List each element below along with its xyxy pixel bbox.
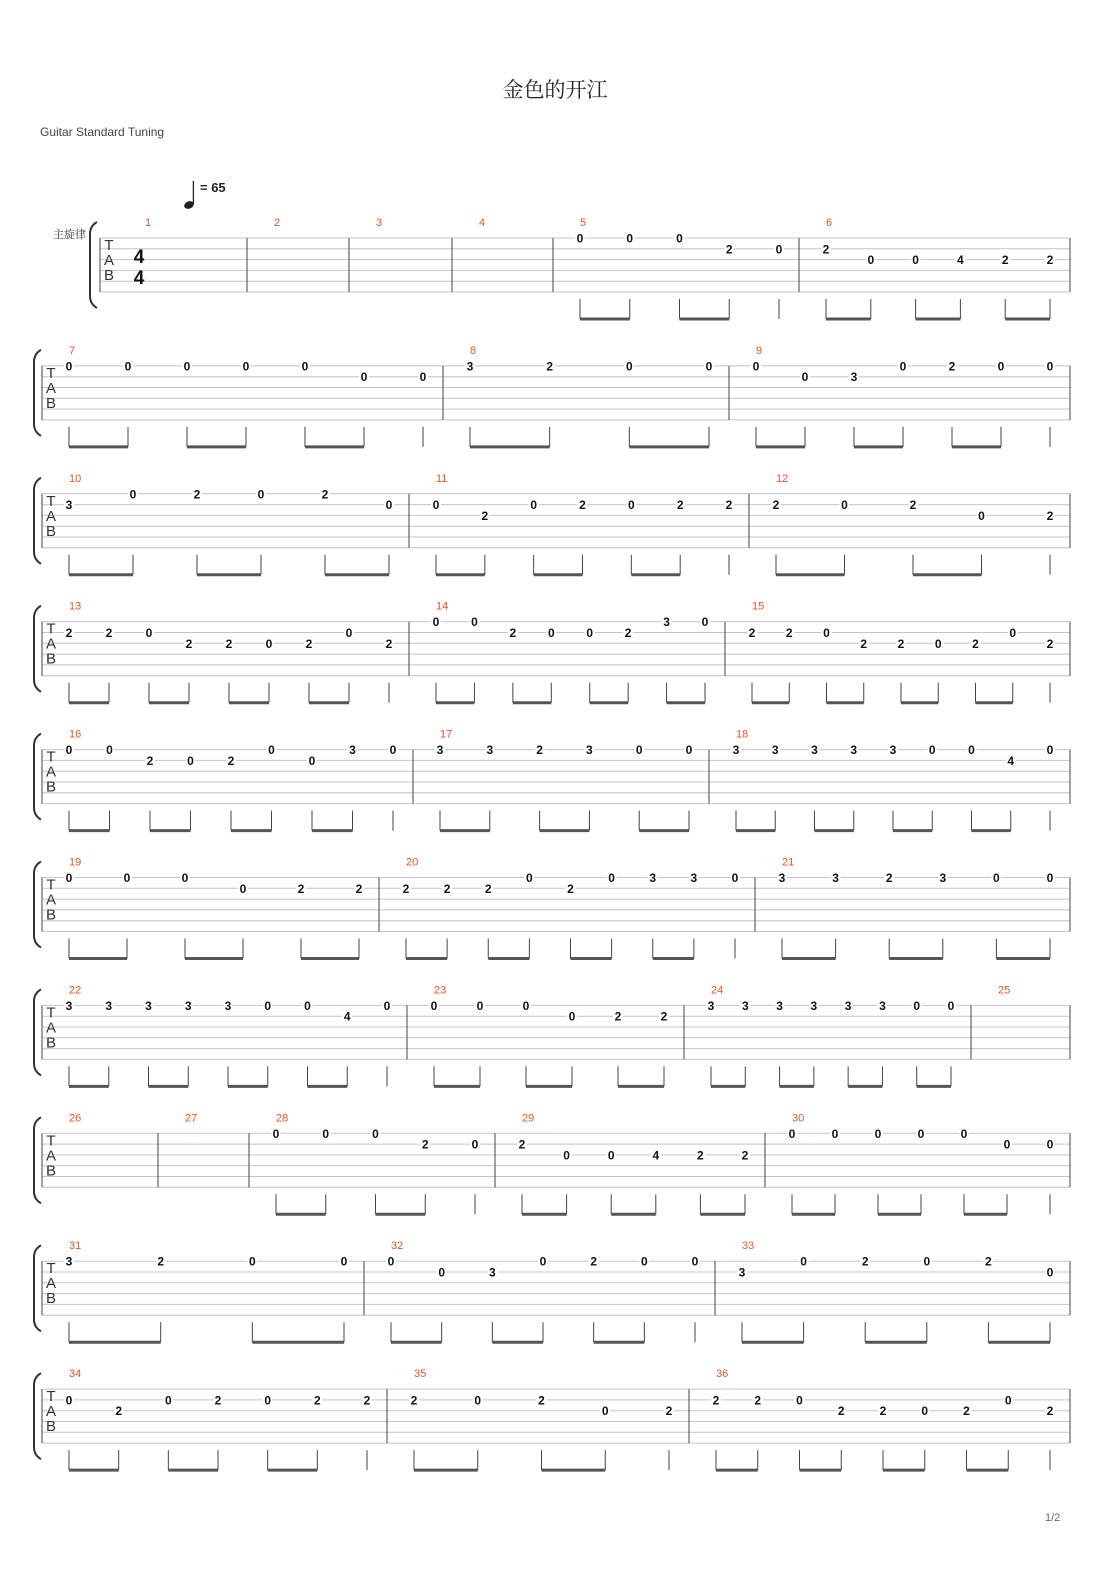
- fret-number: 0: [164, 1393, 172, 1408]
- fret-number: 0: [831, 1126, 839, 1141]
- fret-number: 3: [663, 615, 670, 630]
- tab-clef-letter: B: [45, 1162, 57, 1180]
- fret-number: 2: [985, 1254, 992, 1269]
- measure-number: 9: [756, 344, 763, 357]
- tab-clef-letter: B: [45, 394, 57, 412]
- fret-number: 0: [601, 1404, 609, 1419]
- fret-number: 0: [65, 1393, 73, 1408]
- fret-number: 3: [776, 998, 783, 1013]
- fret-number: 3: [184, 998, 192, 1013]
- system-bracket: [34, 1373, 41, 1459]
- fret-number: 0: [676, 231, 683, 246]
- fret-number: 0: [978, 508, 985, 523]
- fret-number: 2: [185, 636, 193, 651]
- measure-number: 17: [440, 728, 453, 741]
- fret-number: 0: [934, 636, 942, 651]
- measure-number: 20: [406, 856, 419, 869]
- tab-clef-letter: A: [45, 1275, 57, 1293]
- fret-number: 2: [624, 626, 632, 640]
- fret-number: 3: [707, 998, 715, 1013]
- fret-number: 0: [272, 1126, 280, 1141]
- fret-number: 2: [214, 1393, 222, 1408]
- fret-number: 2: [509, 626, 517, 640]
- tab-clef-letter: A: [45, 379, 57, 397]
- fret-number: 3: [850, 743, 858, 758]
- fret-number: 3: [65, 998, 73, 1013]
- system-bracket: [90, 222, 97, 308]
- tab-clef-letter: T: [104, 237, 114, 254]
- fret-number: 0: [1046, 1265, 1054, 1280]
- tab-clef-letter: T: [46, 748, 56, 766]
- fret-number: 2: [963, 1404, 970, 1419]
- fret-number: 3: [586, 743, 593, 758]
- tab-clef-letter: B: [45, 906, 57, 924]
- fret-number: 0: [635, 743, 643, 758]
- measure-number: 12: [776, 472, 789, 485]
- fret-number: 0: [800, 1254, 807, 1269]
- system-bracket: [34, 1117, 41, 1203]
- measure-number: 31: [69, 1240, 82, 1253]
- fret-number: 0: [322, 1126, 330, 1141]
- measure-number: 26: [69, 1112, 82, 1125]
- fret-number: 0: [913, 998, 921, 1013]
- fret-number: 4: [957, 253, 964, 268]
- fret-number: 2: [443, 881, 451, 896]
- fret-number: 0: [997, 359, 1005, 374]
- fret-number: 3: [778, 871, 786, 885]
- fret-number: 0: [360, 370, 368, 385]
- fret-number: 4: [343, 1009, 351, 1024]
- fret-number: 0: [257, 487, 265, 502]
- fret-number: 0: [874, 1126, 882, 1141]
- fret-number: 3: [436, 743, 444, 758]
- fret-number: 0: [145, 626, 153, 640]
- measure-number: 34: [69, 1368, 82, 1381]
- measure-number: 6: [826, 217, 833, 229]
- fret-number: 0: [187, 753, 194, 768]
- tab-clef-letter: B: [45, 522, 57, 540]
- fret-number: 2: [225, 636, 233, 651]
- system-bracket: [34, 989, 41, 1075]
- fret-number: 0: [801, 370, 809, 385]
- fret-number: 0: [775, 242, 783, 257]
- measure-number: 14: [436, 600, 449, 613]
- fret-number: 0: [304, 998, 311, 1013]
- system-bracket: [34, 1245, 41, 1331]
- fret-number: 0: [522, 998, 530, 1013]
- fret-number: 2: [402, 881, 410, 896]
- fret-number: 0: [383, 998, 391, 1013]
- fret-number: 2: [972, 636, 979, 651]
- measure-number: 1: [145, 217, 152, 229]
- measure-number: 21: [782, 856, 795, 869]
- page-number: 1/2: [1045, 1512, 1061, 1524]
- fret-number: 0: [345, 626, 353, 640]
- fret-number: 2: [785, 626, 793, 640]
- fret-number: 2: [536, 743, 543, 758]
- measure-number: 19: [69, 856, 82, 869]
- fret-number: 0: [796, 1393, 803, 1408]
- fret-number: 0: [308, 753, 316, 768]
- fret-number: 0: [385, 498, 393, 513]
- time-signature-bottom: 4: [133, 268, 145, 289]
- measure-number: 32: [391, 1240, 404, 1253]
- fret-number: 2: [665, 1404, 673, 1419]
- fret-number: 2: [115, 1404, 123, 1419]
- measure-number: 2: [274, 217, 281, 229]
- fret-number: 0: [608, 871, 615, 885]
- fret-number: 2: [313, 1393, 321, 1408]
- fret-number: 2: [1046, 253, 1054, 268]
- fret-number: 2: [538, 1393, 545, 1408]
- fret-number: 2: [697, 1148, 704, 1163]
- track-name: 主旋律: [53, 229, 86, 241]
- fret-number: 2: [741, 1148, 749, 1163]
- fret-number: 0: [430, 998, 438, 1013]
- fret-number: 0: [752, 359, 760, 374]
- fret-number: 2: [518, 1137, 526, 1152]
- fret-number: 2: [146, 753, 154, 768]
- fret-number: 2: [421, 1137, 429, 1152]
- fret-number: 0: [123, 871, 131, 885]
- fret-number: 0: [788, 1126, 796, 1141]
- fret-number: 3: [224, 998, 232, 1013]
- fret-number: 3: [810, 998, 818, 1013]
- fret-number: 2: [481, 508, 489, 523]
- fret-number: 2: [297, 881, 305, 896]
- fret-number: 0: [841, 498, 848, 513]
- fret-number: 0: [626, 231, 634, 246]
- fret-number: 0: [389, 743, 397, 758]
- fret-number: 0: [438, 1265, 446, 1280]
- fret-number: 2: [157, 1254, 165, 1269]
- fret-number: 0: [264, 998, 272, 1013]
- fret-number: 3: [466, 359, 474, 374]
- fret-number: 2: [676, 498, 684, 513]
- fret-number: 2: [546, 359, 554, 374]
- tab-clef-letter: B: [45, 1290, 57, 1308]
- fret-number: 0: [1003, 1137, 1011, 1152]
- fret-number: 0: [1004, 1393, 1012, 1408]
- fret-number: 0: [181, 871, 189, 885]
- tab-clef-letter: B: [103, 267, 115, 284]
- fret-number: 0: [387, 1254, 395, 1269]
- fret-number: 0: [530, 498, 538, 513]
- fret-number: 0: [701, 615, 709, 630]
- fret-number: 4: [1007, 753, 1015, 768]
- fret-number: 0: [106, 743, 113, 758]
- measure-number: 30: [792, 1112, 805, 1125]
- tab-clef-letter: T: [46, 1260, 56, 1278]
- measure-number: 11: [436, 472, 448, 485]
- tab-clef-letter: A: [45, 1019, 57, 1037]
- fret-number: 4: [652, 1148, 660, 1163]
- fret-number: 0: [867, 253, 875, 268]
- fret-number: 2: [484, 881, 492, 896]
- tab-clef-letter: T: [46, 1132, 56, 1150]
- fret-number: 0: [432, 615, 440, 630]
- fret-number: 3: [879, 998, 886, 1013]
- fret-number: 0: [65, 871, 73, 885]
- fret-number: 2: [660, 1009, 668, 1024]
- measure-number: 33: [742, 1240, 755, 1253]
- fret-number: 3: [105, 998, 113, 1013]
- fret-number: 0: [1046, 1137, 1054, 1152]
- fret-number: 2: [725, 498, 733, 513]
- tab-clef-letter: B: [45, 650, 57, 668]
- fret-number: 0: [899, 359, 907, 374]
- fret-number: 0: [419, 370, 427, 385]
- fret-number: 0: [691, 1254, 699, 1269]
- fret-number: 3: [939, 871, 947, 885]
- fret-number: 3: [145, 998, 152, 1013]
- fret-number: 0: [917, 1126, 925, 1141]
- tuning-label: Guitar Standard Tuning: [40, 125, 165, 139]
- fret-number: 0: [268, 743, 275, 758]
- fret-number: 0: [1046, 743, 1054, 758]
- fret-number: 0: [248, 1254, 256, 1269]
- measure-number: 4: [479, 217, 486, 229]
- fret-number: 2: [614, 1009, 622, 1024]
- measure-number: 24: [711, 984, 724, 997]
- fret-number: 2: [885, 871, 893, 885]
- fret-number: 3: [832, 871, 839, 885]
- fret-number: 3: [844, 998, 852, 1013]
- fret-number: 2: [590, 1254, 598, 1269]
- measure-number: 35: [414, 1368, 427, 1381]
- measure-number: 18: [736, 728, 749, 741]
- fret-number: 0: [301, 359, 309, 374]
- measure-number: 22: [69, 984, 82, 997]
- tab-clef-letter: B: [45, 1418, 57, 1436]
- measure-number: 27: [185, 1112, 198, 1125]
- fret-number: 0: [1046, 871, 1054, 885]
- fret-number: 0: [547, 626, 555, 640]
- measure-number: 15: [752, 600, 765, 613]
- fret-number: 2: [909, 498, 917, 513]
- tab-clef-letter: B: [45, 778, 57, 796]
- fret-number: 0: [432, 498, 440, 513]
- fret-number: 0: [476, 998, 484, 1013]
- measure-number: 16: [69, 728, 82, 741]
- system-bracket: [34, 478, 41, 564]
- fret-number: 3: [486, 743, 494, 758]
- measure-number: 29: [522, 1112, 535, 1125]
- fret-number: 0: [921, 1404, 929, 1419]
- fret-number: 0: [731, 871, 739, 885]
- fret-number: 2: [822, 242, 830, 257]
- measure-number: 8: [470, 344, 477, 357]
- fret-number: 0: [340, 1254, 348, 1269]
- measure-number: 7: [69, 344, 76, 357]
- fret-number: 0: [129, 487, 137, 502]
- fret-number: 0: [264, 1393, 272, 1408]
- tab-clef-letter: A: [45, 891, 57, 909]
- fret-number: 3: [811, 743, 818, 758]
- measure-number: 5: [580, 217, 587, 229]
- fret-number: 3: [771, 743, 779, 758]
- measure-number: 28: [276, 1112, 289, 1125]
- fret-number: 2: [1046, 636, 1054, 651]
- measure-number: 3: [376, 217, 383, 229]
- system-bracket: [34, 862, 41, 948]
- fret-number: 2: [363, 1393, 371, 1408]
- fret-number: 0: [471, 615, 478, 630]
- fret-number: 2: [567, 881, 574, 896]
- fret-number: 0: [265, 636, 273, 651]
- measure-number: 36: [716, 1368, 729, 1381]
- fret-number: 0: [239, 881, 247, 896]
- fret-number: 3: [349, 743, 356, 758]
- fret-number: 0: [124, 359, 132, 374]
- fret-number: 2: [897, 636, 905, 651]
- fret-number: 0: [1046, 359, 1054, 374]
- fret-number: 3: [65, 498, 73, 513]
- fret-number: 0: [563, 1148, 570, 1163]
- fret-number: 2: [385, 636, 393, 651]
- fret-number: 3: [889, 743, 897, 758]
- fret-number: 3: [738, 1265, 746, 1280]
- tempo-marking: = 65: [200, 180, 226, 195]
- tab-clef-letter: A: [103, 252, 115, 269]
- fret-number: 0: [993, 871, 1000, 885]
- fret-number: 0: [923, 1254, 931, 1269]
- fret-number: 0: [576, 231, 584, 246]
- measure-number: 10: [69, 472, 82, 485]
- fret-number: 3: [732, 743, 740, 758]
- fret-number: 2: [861, 1254, 869, 1269]
- fret-number: 2: [105, 626, 113, 640]
- fret-number: 0: [65, 743, 73, 758]
- tab-clef-letter: T: [46, 1004, 56, 1022]
- fret-number: 0: [474, 1393, 482, 1408]
- fret-number: 3: [649, 871, 657, 885]
- fret-number: 2: [305, 636, 313, 651]
- fret-number: 0: [1009, 626, 1017, 640]
- fret-number: 0: [607, 1148, 615, 1163]
- tab-clef-letter: T: [46, 876, 56, 894]
- fret-number: 0: [912, 253, 919, 268]
- fret-number: 0: [627, 498, 635, 513]
- fret-number: 2: [754, 1393, 762, 1408]
- tab-clef-letter: T: [46, 1388, 56, 1406]
- tab-clef-letter: A: [45, 1403, 57, 1421]
- measure-number: 23: [434, 984, 447, 997]
- system-bracket: [34, 734, 41, 820]
- fret-number: 2: [193, 487, 201, 502]
- fret-number: 2: [748, 626, 756, 640]
- score-title: 金色的开江: [502, 78, 608, 102]
- tab-clef-letter: A: [45, 763, 57, 781]
- fret-number: 3: [741, 998, 749, 1013]
- fret-number: 2: [1046, 508, 1054, 523]
- fret-number: 2: [1001, 253, 1009, 268]
- fret-number: 0: [928, 743, 936, 758]
- fret-number: 2: [579, 498, 586, 513]
- fret-number: 2: [879, 1404, 887, 1419]
- fret-number: 0: [947, 998, 955, 1013]
- fret-number: 2: [712, 1393, 720, 1408]
- fret-number: 0: [625, 359, 633, 374]
- fret-number: 2: [948, 359, 956, 374]
- tab-clef-letter: T: [46, 492, 56, 510]
- fret-number: 3: [690, 871, 698, 885]
- time-signature-top: 4: [133, 247, 145, 268]
- measure-number: 13: [69, 600, 82, 613]
- fret-number: 0: [65, 359, 73, 374]
- fret-number: 2: [837, 1404, 845, 1419]
- fret-number: 0: [640, 1254, 648, 1269]
- fret-number: 3: [850, 370, 858, 385]
- fret-number: 2: [355, 881, 363, 896]
- fret-number: 3: [65, 1254, 73, 1269]
- system-bracket: [34, 350, 41, 436]
- fret-number: 2: [725, 242, 733, 257]
- tab-clef-letter: T: [46, 364, 56, 382]
- fret-number: 0: [372, 1126, 379, 1141]
- fret-number: 0: [968, 743, 975, 758]
- fret-number: 2: [321, 487, 329, 502]
- fret-number: 0: [568, 1009, 576, 1024]
- fret-number: 0: [586, 626, 594, 640]
- fret-number: 2: [410, 1393, 418, 1408]
- tab-clef-letter: T: [46, 620, 56, 638]
- tab-clef-letter: B: [45, 1034, 57, 1052]
- fret-number: 2: [772, 498, 780, 513]
- fret-number: 0: [823, 626, 830, 640]
- fret-number: 0: [705, 359, 713, 374]
- fret-number: 2: [860, 636, 868, 651]
- measure-number: 25: [998, 984, 1011, 997]
- fret-number: 3: [488, 1265, 496, 1280]
- tab-clef-letter: A: [45, 1147, 57, 1165]
- fret-number: 0: [471, 1137, 479, 1152]
- fret-number: 2: [227, 753, 235, 768]
- system-bracket: [34, 606, 41, 692]
- fret-number: 0: [685, 743, 693, 758]
- fret-number: 2: [65, 626, 73, 640]
- fret-number: 0: [183, 359, 191, 374]
- tab-clef-letter: A: [45, 635, 57, 653]
- fret-number: 0: [960, 1126, 968, 1141]
- fret-number: 2: [1046, 1404, 1054, 1419]
- tab-clef-letter: A: [45, 507, 57, 525]
- fret-number: 0: [526, 871, 533, 885]
- fret-number: 0: [242, 359, 250, 374]
- fret-number: 0: [539, 1254, 547, 1269]
